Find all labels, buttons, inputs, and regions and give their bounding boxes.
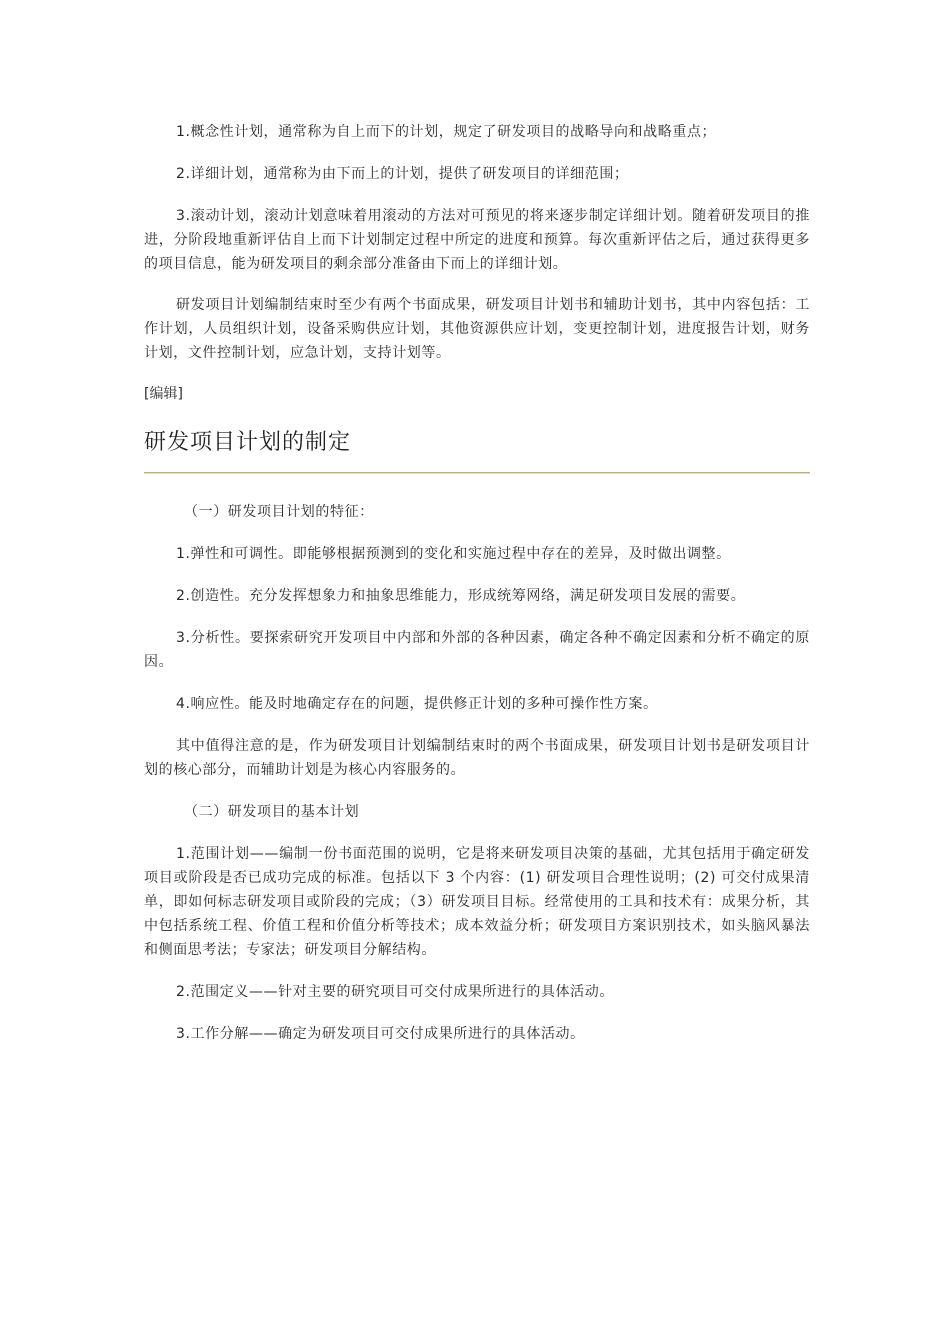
section-title: 研发项目计划的制定 [144, 430, 352, 455]
plan-work-breakdown: 3.工作分解——确定为研发项目可交付成果所进行的具体活动。 [176, 1026, 585, 1042]
document-body [144, 120, 810, 1046]
edit-link[interactable]: [编辑] [144, 386, 183, 402]
feature-analytical: 3.分析性。要探索研究开发项目中内部和外部的各种因素，确定各种不确定因素和分析不确定的原因。 [144, 630, 810, 670]
plan-scope-definition: 2.范围定义——针对主要的研究项目可交付成果所进行的具体活动。 [176, 984, 614, 1000]
paragraph-rolling-plan: 3.滚动计划，滚动计划意味着用滚动的方法对可预见的将来逐步制定详细计划。随着研发项目的推进，分阶段地重新评估自上而下计划制定过程中所定的进度和预算。每次重新评估之后，通过获得更多的项目信息，能为研发项目的剩余部分准备由下而上的详细计划。 [144, 208, 810, 272]
feature-creativity: 2.创造性。充分发挥想象力和抽象思维能力，形成统筹网络，满足研发项目发展的需要。 [176, 588, 746, 604]
paragraph-written-outputs: 研发项目计划编制结束时至少有两个书面成果，研发项目计划书和辅助计划书，其中内容包括：工作计划，人员组织计划，设备采购供应计划，其他资源供应计划，变更控制计划，进度报告计划，财务计划，文件控制计划，应急计划，支持计划等。 [144, 297, 810, 361]
paragraph-detailed-plan: 2.详细计划，通常称为由下而上的计划，提供了研发项目的详细范围； [176, 166, 629, 182]
plan-scope-planning: 1.范围计划——编制一份书面范围的说明，它是将来研发项目决策的基础，尤其包括用于确定研发项目或阶段是否已成功完成的标准。包括以下 3 个内容：(1) 研发项目合理性说明；(2) 可交付成果清单，即如何标志研发项目或阶段的完成；（3）研发项目目标。经常使用的工具和技术有：成果分析，其中包括系统工程、价值工程和价值分析等技术；成本效益分析；研发项目方案识别技术，如头脑风暴法和侧面思考法；专家法；研发项目分解结构。 [144, 846, 810, 958]
subheading-characteristics: （一）研发项目计划的特征： [184, 504, 374, 520]
subheading-basic-plans: （二）研发项目的基本计划 [184, 804, 360, 820]
section-divider [144, 472, 810, 474]
feature-responsiveness: 4.响应性。能及时地确定存在的问题，提供修正计划的多种可操作性方案。 [176, 696, 658, 712]
paragraph-note: 其中值得注意的是，作为研发项目计划编制结束时的两个书面成果，研发项目计划书是研发项目计划的核心部分，而辅助计划是为核心内容服务的。 [144, 738, 810, 778]
paragraph-conceptual-plan: 1.概念性计划，通常称为自上而下的计划，规定了研发项目的战略导向和战略重点； [176, 124, 717, 140]
feature-flexibility: 1.弹性和可调性。即能够根据预测到的变化和实施过程中存在的差异，及时做出调整。 [176, 546, 731, 562]
